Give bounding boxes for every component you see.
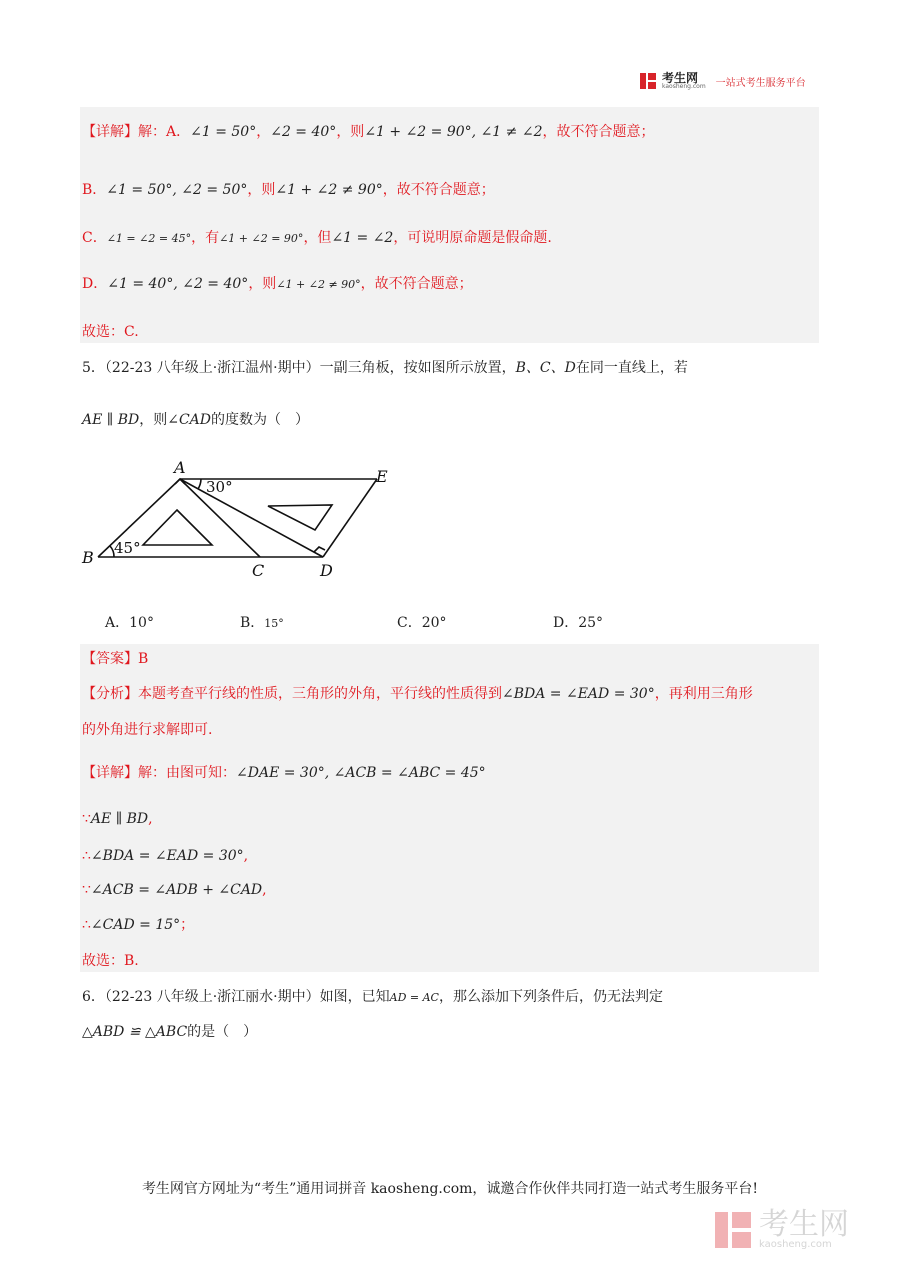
header-logo	[640, 72, 806, 90]
option-a: A．10°	[105, 615, 154, 631]
kaosheng-logo-icon	[640, 73, 656, 89]
answer-line: 【答案】B	[82, 651, 149, 667]
label-b: B	[82, 548, 94, 567]
logo-domain: kaosheng.com	[662, 83, 706, 90]
detail-line-d: D．∠1 = 40°, ∠2 = 40°，则∠1 + ∠2 ≠ 90°，故不符合题意；	[82, 276, 473, 292]
proof-line-3: ∵∠ACB = ∠ADB + ∠CAD,	[82, 882, 267, 898]
proof-line-2: ∴∠BDA = ∠EAD = 30°,	[82, 848, 249, 864]
triangle-rulers-figure	[80, 455, 400, 585]
detail-line-c: C．∠1 = ∠2 = 45°，有∠1 + ∠2 = 90°，但∠1 = ∠2，可说明原命题是假命题.	[82, 230, 552, 246]
analysis-line-1: 【分析】本题考查平行线的性质，三角形的外角，平行线的性质得到∠BDA = ∠EAD = 30°，再利用三角形	[82, 686, 753, 702]
inner-triangle-30	[268, 505, 332, 530]
watermark-name: 考生网	[759, 1207, 849, 1242]
angle-45-label: 45°	[114, 539, 141, 557]
question-6-stem: 6．（22-23 八年级上·浙江丽水·期中）如图，已知AD = AC，那么添加下列条件后，仍无法判定	[82, 989, 663, 1005]
option-c: C．20°	[397, 615, 447, 631]
watermark-domain: kaosheng.com	[759, 1239, 832, 1250]
angle-30-label: 30°	[206, 478, 233, 496]
detail-line-1: 【详解】解：由图可知：∠DAE = 30°, ∠ACB = ∠ABC = 45°	[82, 765, 486, 781]
inner-triangle-45	[143, 510, 212, 545]
right-angle-mark-d	[314, 547, 325, 552]
label-a: A	[174, 458, 186, 477]
solution-block-q4	[80, 107, 819, 343]
proof-line-4: ∴∠CAD = 15°；	[82, 917, 195, 933]
detail-line-a: 【详解】解：A．∠1 = 50°，∠2 = 40°，则∠1 + ∠2 = 90°, ∠1 ≠ ∠2，故不符合题意；	[82, 124, 655, 140]
label-e: E	[376, 467, 388, 486]
detail-line-b: B．∠1 = 50°, ∠2 = 50°，则∠1 + ∠2 ≠ 90°，故不符合题意；	[82, 182, 495, 198]
footer-text: 考生网官方网址为“考生”通用词拼音 kaosheng.com，诚邀合作伙伴共同打造一站式考生服务平台!	[141, 1181, 759, 1197]
option-b: B．15°	[240, 615, 284, 631]
question-6-stem-2: △ABD ≌ △ABC的是（ ）	[82, 1024, 258, 1040]
question-5-stem-2: AE ∥ BD，则∠CAD的度数为（ ）	[82, 412, 309, 428]
watermark-logo-icon	[715, 1212, 751, 1248]
watermark	[715, 1207, 849, 1250]
arc-30	[198, 479, 201, 489]
proof-line-1: ∵AE ∥ BD,	[82, 811, 153, 827]
line-ed	[323, 479, 377, 557]
logo-slogan: 一站式考生服务平台	[715, 77, 806, 89]
label-d: D	[320, 561, 333, 580]
analysis-line-2: 的外角进行求解即可.	[82, 722, 213, 738]
option-d: D．25°	[553, 615, 604, 631]
label-c: C	[252, 561, 265, 580]
choice-q4: 故选：C.	[82, 324, 139, 340]
question-5-stem: 5．（22-23 八年级上·浙江温州·期中）一副三角板，按如图所示放置，B、C、D在同一直线上，若	[82, 360, 688, 376]
logo-name: 考生网	[662, 71, 699, 85]
choice-q5: 故选：B.	[82, 953, 139, 969]
